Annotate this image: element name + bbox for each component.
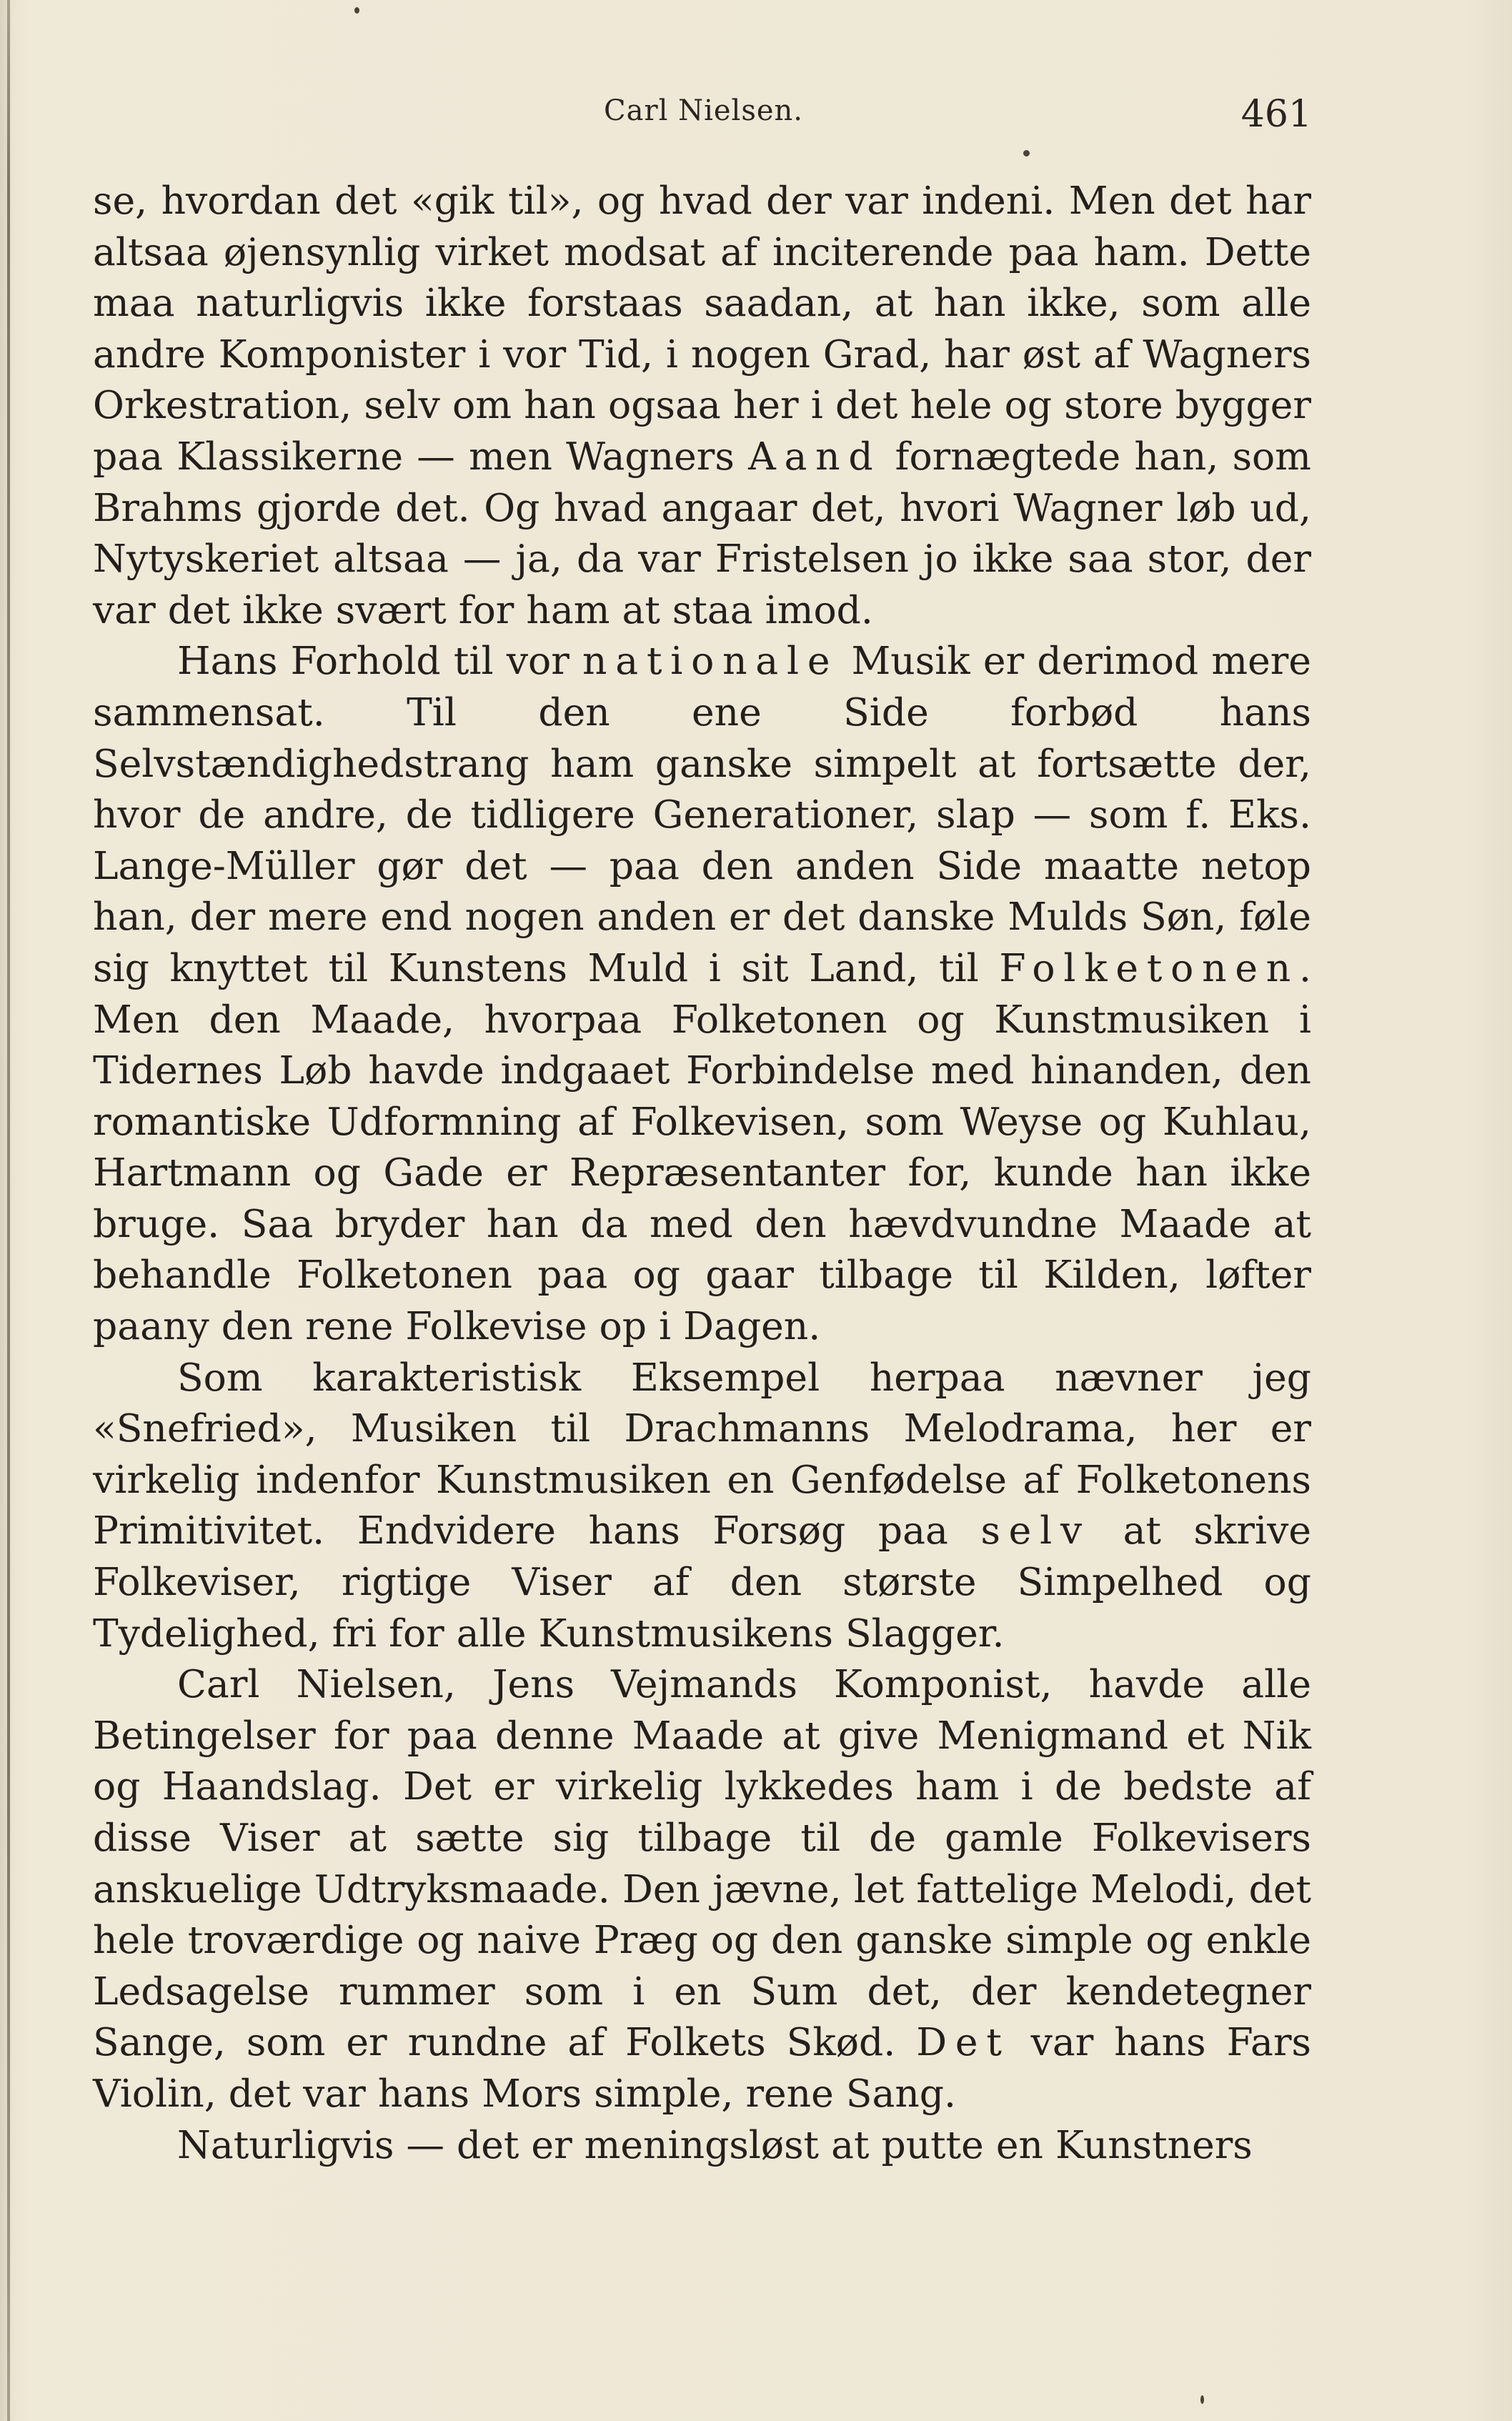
running-title: Carl Nielsen. — [604, 94, 804, 127]
paper-speck — [1200, 2395, 1204, 2404]
paper-speck — [354, 7, 359, 14]
page-binding-edge — [7, 0, 10, 2421]
emphasis-spaced: Folketonen — [999, 945, 1299, 990]
text-run: se, hvordan det «gik til», og hvad der var indeni. Men det har altsaa øjensynlig virket modsat af inciterende paa ham. Dette maa naturligvis ikke forstaas saadan, at han ikke, som alle andre Komponister i vor Tid, i nogen Grad, har øst af Wagners Orkestration, selv om han ogsaa her i det hele og store bygger paa Klassikerne — men Wagners — [93, 178, 1311, 479]
paragraph — [93, 1352, 1311, 1659]
body-text — [93, 175, 1311, 2170]
text-run: Musik er derimod mere sammensat. Til den ene Side forbød hans Selvstændighedstrang ham ganske simpelt at fortsætte der, hvor de andre, de tidligere Generationer, slap — som f. Eks. Lange-Müller gør det — paa den anden Side maatte netop han, der mere end nogen anden er det danske Mulds Søn, føle sig knyttet til Kunstens Muld i sit Land, til — [93, 638, 1311, 990]
text-run: Som karakteristisk Eksempel herpaa nævner jeg «Snefried», Musiken til Drachmanns Melodrama, her er virkelig indenfor Kunstmusiken en Genfødelse af Folketonens Primitivitet. Endvidere hans Forsøg paa — [93, 1354, 1311, 1553]
paragraph — [93, 635, 1311, 1351]
emphasis-spaced: Det — [916, 2019, 1010, 2065]
paragraph — [93, 2119, 1311, 2171]
paper-speck — [1023, 150, 1030, 156]
paragraph — [93, 175, 1311, 635]
text-run: Naturligvis — det er meningsløst at putte en Kunstners — [177, 2122, 1253, 2167]
page-number: 461 — [1240, 93, 1312, 136]
emphasis-spaced: nationale — [582, 638, 839, 684]
text-run: at skrive Folkeviser, rigtige Viser af den største Simpelhed og Tydelighed, fri for alle Kunstmusikens Slagger. — [93, 1508, 1311, 1656]
text-run: Carl Nielsen, Jens Vejmands Komponist, havde alle Betingelser for paa denne Maade at give Menigmand et Nik og Haandslag. Det er virkelig lykkedes ham i de bedste af disse Viser at sætte sig tilbage til de gamle Folkevisers anskuelige Udtryksmaade. Den jævne, let fattelige Melodi, det hele troværdige og naive Præg og den ganske simple og enkle Ledsagelse rummer som i en Sum det, der kendetegner Sange, som er rundne af Folkets Skød. — [93, 1661, 1311, 2065]
text-run: Hans Forhold til vor — [177, 638, 583, 684]
emphasis-spaced: selv — [980, 1508, 1090, 1553]
emphasis-spaced: Aand — [748, 433, 882, 479]
text-run: . Men den Maade, hvorpaa Folketonen og Kunstmusiken i Tidernes Løb havde indgaaet Forbindelse med hinanden, den romantiske Udformning af Folkevisen, som Weyse og Kuhlau, Hartmann og Gade er Repræsentanter for, kunde han ikke bruge. Saa bryder han da med den hævdvundne Maade at behandle Folketonen paa og gaar tilbage til Kilden, løfter paany den rene Folkevise op i Dagen. — [93, 945, 1311, 1349]
text-run: fornægtede han, som Brahms gjorde det. Og hvad angaar det, hvori Wagner løb ud, Nytyskeriet altsaa — ja, da var Fristelsen jo ikke saa stor, der var det ikke svært for ham at staa imod. — [93, 433, 1312, 632]
text-run: var hans Fars Violin, det var hans Mors simple, rene Sang. — [93, 2019, 1311, 2116]
paragraph — [93, 1659, 1311, 2119]
